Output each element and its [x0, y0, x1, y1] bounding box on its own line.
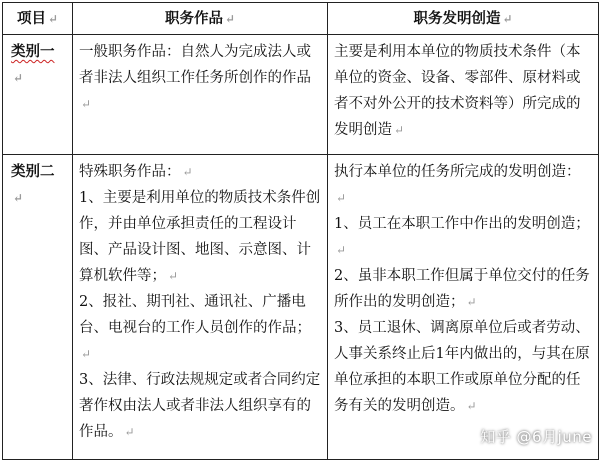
paragraph-mark-icon: ↵ — [466, 399, 477, 413]
invention-cell — [328, 155, 599, 460]
work-cell — [73, 35, 328, 155]
paragraph-mark-icon: ↵ — [336, 243, 347, 257]
work-line: 1、主要是利用单位的物质技术条件创作，并由单位承担责任的工程设计图、产品设计图、地图、示意图、计算机软件等； ↵ — [79, 190, 321, 284]
paragraph-mark-icon: ↵ — [224, 11, 236, 26]
work-line: 3、法律、行政法规规定或者合同约定著作权由法人或者非法人组织享有的作品。 ↵ — [79, 372, 321, 440]
paragraph-mark-icon: ↵ — [81, 97, 92, 111]
category-cell: 类别一↵ — [3, 35, 73, 155]
paragraph-mark-icon: ↵ — [124, 425, 135, 439]
paragraph-mark-icon: ↵ — [13, 71, 24, 85]
header-row — [3, 3, 599, 35]
work-cell — [73, 155, 328, 460]
category-cell: 类别二↵ — [3, 155, 73, 460]
invention-line: 2、虽非本职工作但属于单位交付的任务所作出的发明创造； ↵ — [334, 268, 590, 310]
invention-line: 主要是利用本单位的物质技术条件（本单位的资金、设备、零部件、原材料或者不对外公开的技术资料等）所完成的发明创造 ↵ — [334, 44, 581, 138]
work-line: 一般职务作品：自然人为完成法人或者非法人组织工作任务所创作的作品↵ — [79, 44, 311, 111]
paragraph-mark-icon: ↵ — [47, 11, 59, 26]
work-line: 2、报社、期刊社、通讯社、广播电台、电视台的工作人员创作的作品；↵ — [79, 294, 311, 361]
paragraph-mark-icon: ↵ — [502, 11, 513, 26]
invention-line: 1、员工在本职工作中作出的发明创造；↵ — [334, 216, 590, 257]
invention-line: 执行本单位的任务所完成的发明创造：↵ — [334, 164, 581, 205]
watermark: 知乎 @6月june — [480, 428, 592, 446]
comparison-table — [2, 2, 599, 460]
paragraph-mark-icon: ↵ — [466, 295, 477, 309]
paragraph-mark-icon: ↵ — [394, 123, 405, 137]
paragraph-mark-icon: ↵ — [336, 191, 347, 205]
work-line: 特殊职务作品： ↵ — [79, 164, 193, 180]
paragraph-mark-icon: ↵ — [13, 191, 24, 205]
header-item: 项目 ↵ — [3, 3, 73, 35]
paragraph-mark-icon: ↵ — [168, 269, 179, 283]
header-invention: 职务发明创造 ↵ — [328, 3, 599, 35]
header-work: 职务作品 ↵ — [73, 3, 328, 35]
paragraph-mark-icon: ↵ — [81, 347, 92, 361]
table-row — [3, 35, 599, 155]
invention-cell — [328, 35, 599, 155]
paragraph-mark-icon: ↵ — [182, 165, 193, 179]
invention-line: 3、员工退休、调离原单位后或者劳动、人事关系终止后1年内做出的，与其在原单位承担的本职工作或原单位分配的任务有关的发明创造。 ↵ — [334, 320, 590, 414]
table-row — [3, 155, 599, 460]
